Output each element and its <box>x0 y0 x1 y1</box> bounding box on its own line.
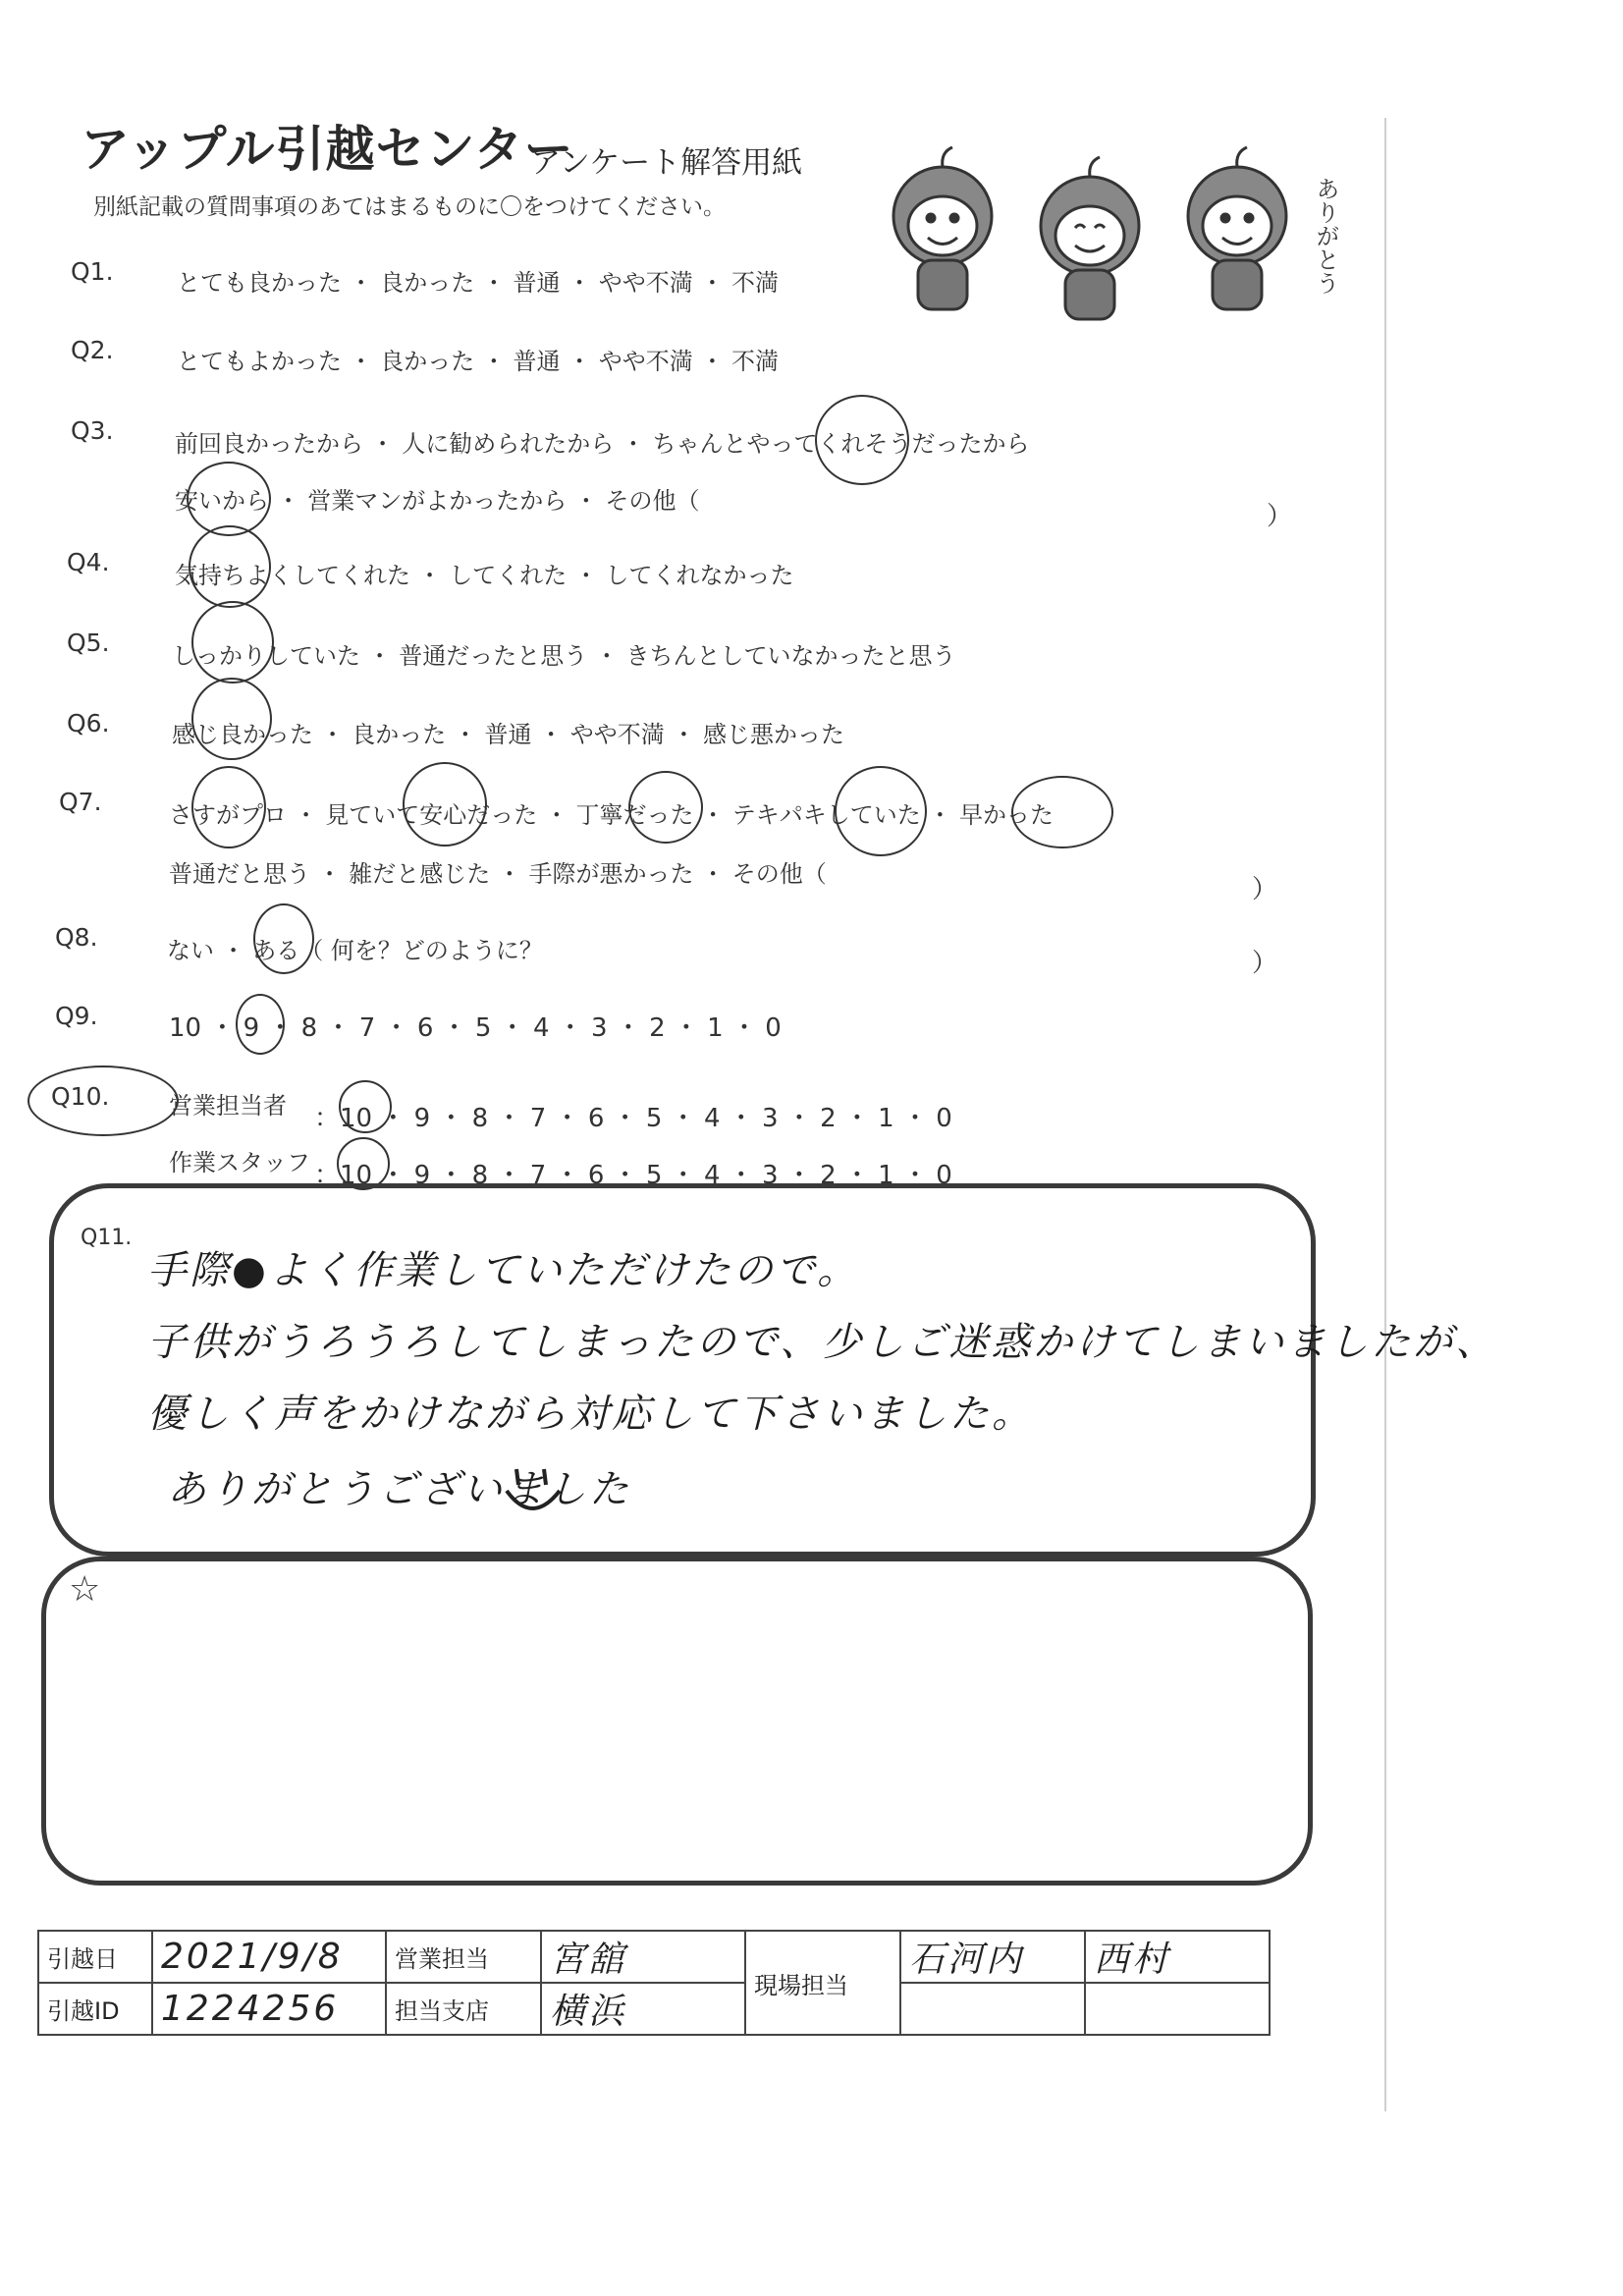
q10-staff-scale: ：10 ・ 9 ・ 8 ・ 7 ・ 6 ・ 5 ・ 4 ・ 3 ・ 2 ・ 1 ・ 0 <box>314 1161 952 1190</box>
q6-options: 感じ良かった ・ 良かった ・ 普通 ・ やや不満 ・ 感じ悪かった <box>172 721 845 748</box>
q10-sales-label: 営業担当者 <box>169 1092 287 1120</box>
branch-label: 担当支店 <box>386 1983 541 2035</box>
q4-options: 気持ちよくしてくれた ・ してくれた ・ してくれなかった <box>175 562 794 589</box>
branch-value: 横浜 <box>541 1983 745 2035</box>
q2-options: とてもよかった ・ 良かった ・ 普通 ・ やや不満 ・ 不満 <box>177 348 780 375</box>
q10-label-circle <box>27 1066 179 1136</box>
q9-answer-circle <box>236 994 285 1055</box>
q7-close-paren: ） <box>1252 875 1278 904</box>
q7-options-line2: 普通だと思う ・ 雑だと感じた ・ 手際が悪かった ・ その他（ <box>169 860 827 888</box>
q3-close-paren: ） <box>1267 502 1293 531</box>
q8-answer-circle <box>253 903 314 974</box>
info-table <box>37 1930 1271 2036</box>
q11-comment-line-2: 子供がうろうろしてしまったので、少しご迷惑かけてしまいましたが、 <box>147 1320 1498 1365</box>
thanks-text: ありがとう <box>1312 177 1339 295</box>
moving-date-label: 引越日 <box>38 1931 152 1983</box>
q5-label: Q5. <box>67 629 110 657</box>
company-title: アップル引越センター <box>81 121 574 178</box>
mascot-illustration <box>864 137 1355 324</box>
q3-label: Q3. <box>71 416 114 445</box>
q11-comment-line-3: 優しく声をかけながら対応して下さいました。 <box>147 1392 1034 1437</box>
q11-comment-line-4: ありがとうございました <box>167 1467 631 1512</box>
q10-label: Q10. <box>51 1082 110 1111</box>
site-staff-value-1: 石河内 <box>900 1931 1085 1983</box>
q7-answer-circle-4 <box>835 766 927 856</box>
q7-answer-circle-3 <box>628 771 703 844</box>
q3-answer-circle-1 <box>815 395 909 485</box>
q10-staff-label: 作業スタッフ <box>169 1149 310 1176</box>
monkey-icon-2 <box>1041 157 1139 319</box>
q7-answer-circle-1 <box>191 766 266 848</box>
q7-label: Q7. <box>59 788 102 816</box>
star-icon: ☆ <box>69 1569 101 1610</box>
q8-options: ない ・ ある（ 何を？どのように？ <box>167 937 543 964</box>
q10-sales-scale: ：10 ・ 9 ・ 8 ・ 7 ・ 6 ・ 5 ・ 4 ・ 3 ・ 2 ・ 1 ・ 0 <box>314 1104 952 1133</box>
moving-id-value: 1224256 <box>152 1983 386 2035</box>
smiley-icon <box>499 1463 568 1522</box>
q8-label: Q8. <box>55 923 98 952</box>
moving-id-label: 引越ID <box>38 1983 152 2035</box>
q7-answer-circle-5 <box>1011 776 1113 848</box>
q10-sales-answer-circle <box>339 1080 392 1133</box>
site-staff-label: 現場担当 <box>745 1931 900 2035</box>
q3-options-line2: 安いから ・ 営業マンがよかったから ・ その他（ <box>175 487 700 515</box>
q6-label: Q6. <box>67 709 110 738</box>
q5-answer-circle <box>191 601 274 683</box>
q9-label: Q9. <box>55 1002 98 1030</box>
sales-rep-label: 営業担当 <box>386 1931 541 1983</box>
q1-options: とても良かった ・ 良かった ・ 普通 ・ やや不満 ・ 不満 <box>177 269 780 297</box>
q1-label: Q1. <box>71 257 114 286</box>
site-staff-empty-1 <box>900 1983 1085 2035</box>
q10-staff-answer-circle <box>337 1137 390 1190</box>
q7-options-line1: さすがプロ ・ 見ていて安心だった ・ 丁寧だった ・ テキパキしていた ・ 早かった <box>169 801 1055 829</box>
q9-scale: 10 ・ 9 ・ 8 ・ 7 ・ 6 ・ 5 ・ 4 ・ 3 ・ 2 ・ 1 ・ 0 <box>169 1013 782 1043</box>
q3-options-line1: 前回良かったから ・ 人に勧められたから ・ ちゃんとやってくれそうだったから <box>175 430 1030 458</box>
page-edge <box>1384 118 1386 2111</box>
site-staff-value-2: 西村 <box>1085 1931 1270 1983</box>
moving-date-value: 2021/9/8 <box>152 1931 386 1983</box>
q11-comment-line-1: 手際●よく作業していただけたので。 <box>147 1248 860 1293</box>
q2-label: Q2. <box>71 336 114 364</box>
q7-answer-circle-2 <box>403 762 487 847</box>
sales-rep-value: 宮舘 <box>541 1931 745 1983</box>
q6-answer-circle <box>191 678 272 760</box>
monkey-icon-3 <box>1188 147 1286 309</box>
q4-answer-circle <box>189 525 271 608</box>
form-subtitle: アンケート解答用紙 <box>530 145 803 181</box>
q11-label: Q11. <box>81 1226 133 1250</box>
monkey-icon-1 <box>893 147 992 309</box>
q4-label: Q4. <box>67 548 110 576</box>
q8-close-paren: ） <box>1252 949 1278 978</box>
site-staff-empty-2 <box>1085 1983 1270 2035</box>
q5-options: しっかりしていた ・ 普通だったと思う ・ きちんとしていなかったと思う <box>172 642 956 670</box>
instruction-text: 別紙記載の質問事項のあてはまるものに〇をつけてください。 <box>93 194 726 220</box>
star-comment-box <box>41 1557 1313 1886</box>
